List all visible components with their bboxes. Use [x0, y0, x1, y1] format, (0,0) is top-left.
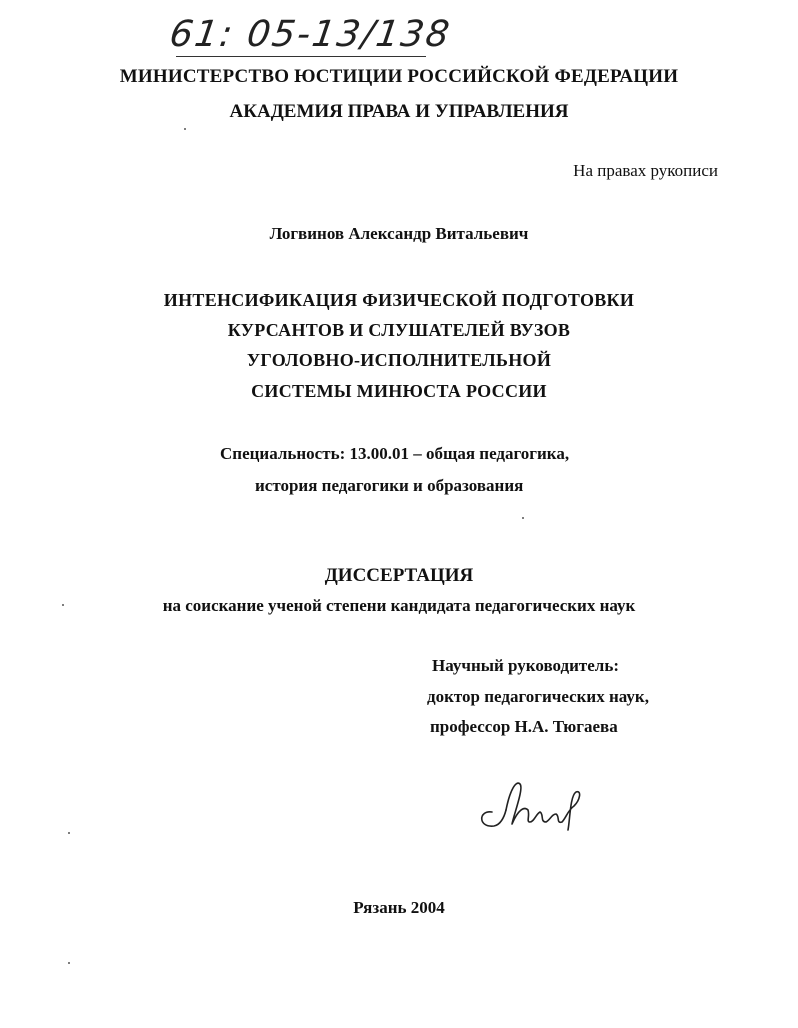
archive-code-underline	[176, 56, 426, 57]
supervisor-degree: доктор педагогических наук,	[427, 687, 649, 706]
rights-note: На правах рукописи	[573, 161, 718, 180]
scan-speck	[68, 832, 70, 834]
scan-speck	[184, 128, 186, 130]
scan-speck	[62, 604, 64, 606]
dissertation-title-line-3: УГОЛОВНО-ИСПОЛНИТЕЛЬНОЙ	[246, 350, 552, 370]
archive-code-handwritten: 61: 05-13/138	[167, 14, 454, 55]
degree-statement: на соискание ученой степени кандидата педагогических наук	[162, 596, 636, 615]
academy-name: АКАДЕМИЯ ПРАВА И УПРАВЛЕНИЯ	[229, 101, 569, 122]
supervisor-label: Научный руководитель:	[432, 656, 619, 675]
supervisor-name: профессор Н.А. Тюгаева	[430, 717, 618, 736]
scan-speck	[522, 517, 524, 519]
author-name: Логвинов Александр Витальевич	[269, 224, 529, 243]
ministry-name: МИНИСТЕРСТВО ЮСТИЦИИ РОССИЙСКОЙ ФЕДЕРАЦИИ	[119, 66, 679, 87]
dissertation-title-line-4: СИСТЕМЫ МИНЮСТА РОССИИ	[251, 381, 547, 401]
work-type-heading: ДИССЕРТАЦИЯ	[324, 565, 474, 586]
dissertation-title-line-1: ИНТЕНСИФИКАЦИЯ ФИЗИЧЕСКОЙ ПОДГОТОВКИ	[163, 290, 635, 310]
handwritten-signature	[470, 770, 600, 840]
specialty-line-1: Специальность: 13.00.01 – общая педагогика,	[220, 444, 570, 463]
specialty-line-2: история педагогики и образования	[255, 476, 524, 495]
city-and-year: Рязань 2004	[353, 898, 445, 917]
dissertation-title-line-2: КУРСАНТОВ И СЛУШАТЕЛЕЙ ВУЗОВ	[227, 320, 571, 340]
scan-speck	[68, 962, 70, 964]
